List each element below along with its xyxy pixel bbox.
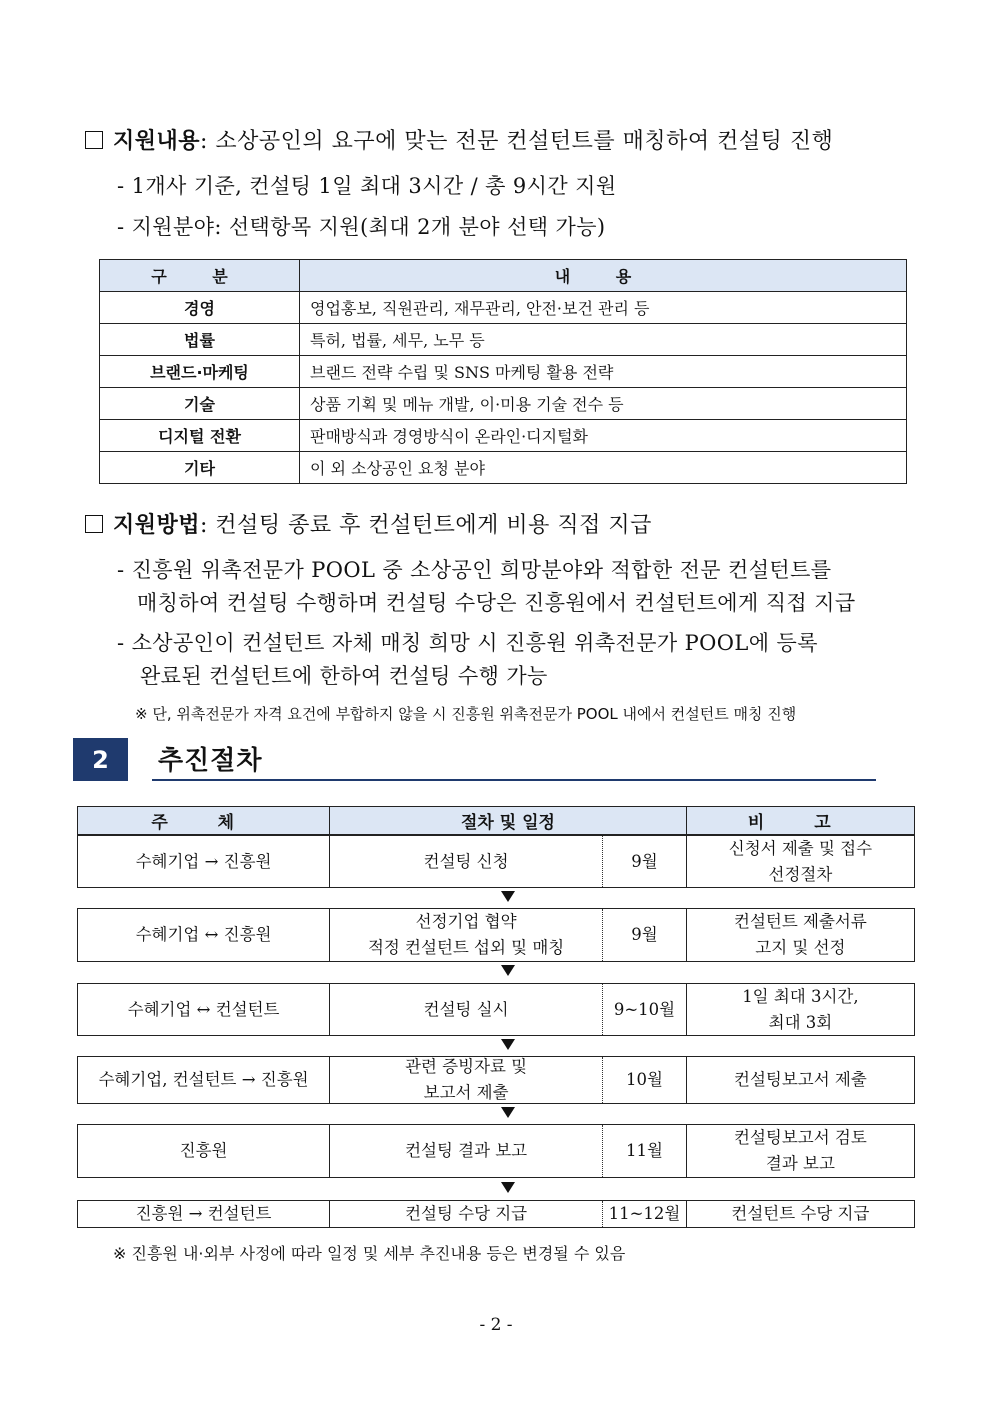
procedure-step-row	[77, 1124, 915, 1178]
section-title-text: : 소상공인의 요구에 맞는 전문 컨설턴트를 매칭하여 컨설팅 진행	[200, 129, 834, 154]
bullet-item-line: 매칭하여 컨설팅 수행하며 컨설팅 수당은 진흥원에서 컨설턴트에게 직접 지급	[137, 591, 856, 615]
step-remark: 컨설턴트 제출서류 고지 및 선정	[734, 912, 867, 957]
procedure-step-row	[77, 908, 915, 962]
table-row	[100, 356, 907, 388]
step-procedure: 컨설팅 결과 보고	[330, 1125, 603, 1177]
table-header-row	[100, 260, 907, 292]
step-procedure: 컨설팅 신청	[330, 836, 603, 887]
step-subject: 수혜기업 ↔ 진흥원	[78, 909, 330, 961]
header-procedure-label: 절차 및 일정	[460, 813, 555, 833]
step-procedure: 선정기업 협약 적정 컨설턴트 섭외 및 매칭	[330, 909, 603, 961]
table-cell-content: 상품 기획 및 메뉴 개발, 이·미용 기술 전수 등	[300, 388, 907, 420]
step-month: 9월	[603, 836, 687, 887]
checkbox-square-icon	[85, 131, 103, 149]
table-cell-category: 디지털 전환	[100, 420, 300, 452]
step-remark: 1일 최대 3시간, 최대 3회	[742, 986, 859, 1032]
procedure-step-row	[77, 983, 915, 1036]
down-arrow-icon	[501, 1039, 515, 1050]
table-cell-content: 브랜드 전략 수립 및 SNS 마케팅 활용 전략	[300, 356, 907, 388]
down-arrow-icon	[501, 891, 515, 902]
step-subject: 진흥원 → 컨설턴트	[78, 1201, 330, 1227]
down-arrow-icon	[501, 1182, 515, 1193]
table-row	[100, 452, 907, 484]
section-support-content	[85, 124, 833, 155]
down-arrow-icon	[501, 1107, 515, 1118]
step-month: 9월	[603, 909, 687, 961]
bullet-item-line: 완료된 컨설턴트에 한하여 컨설팅 수행 가능	[140, 664, 548, 688]
section-title: 추진절차	[158, 746, 263, 776]
header-subject	[78, 807, 330, 834]
step-subject: 수혜기업 → 진흥원	[78, 836, 330, 887]
support-field-table	[99, 259, 907, 484]
header-subject-label: 주 체	[151, 813, 257, 833]
header-remark-label: 비 고	[747, 813, 853, 833]
step-month: 9~10월	[603, 984, 687, 1035]
section-title-bold: 지원내용	[113, 129, 201, 154]
section-title-bold: 지원방법	[113, 513, 201, 538]
table-row	[100, 292, 907, 324]
step-month: 10월	[603, 1057, 687, 1103]
header-procedure	[330, 807, 686, 834]
down-arrow-icon	[501, 965, 515, 976]
step-procedure: 관련 증빙자료 및 보고서 제출	[330, 1057, 603, 1103]
step-procedure: 컨설팅 실시	[330, 984, 603, 1035]
table-cell-category: 기술	[100, 388, 300, 420]
checkbox-square-icon	[85, 515, 103, 533]
step-remark: 신청서 제출 및 접수 선정절차	[728, 838, 873, 884]
step-subject: 진흥원	[78, 1125, 330, 1177]
procedure-step-row	[77, 835, 915, 888]
table-cell-content: 특허, 법률, 세무, 노무 등	[300, 324, 907, 356]
table-row	[100, 420, 907, 452]
step-remark: 컨설턴트 수당 지급	[731, 1204, 870, 1223]
bullet-item: - 1개사 기준, 컨설팅 1일 최대 3시간 / 총 9시간 지원	[117, 174, 617, 198]
table-row	[100, 324, 907, 356]
bullet-item-line: - 소상공인이 컨설턴트 자체 매칭 희망 시 진흥원 위촉전문가 POOL에 등록	[117, 631, 818, 655]
procedure-step-row	[77, 1200, 915, 1228]
bullet-item-line: - 진흥원 위촉전문가 POOL 중 소상공인 희망분야와 적합한 전문 컨설턴트를	[117, 558, 832, 582]
procedure-header-row	[77, 806, 915, 835]
table-cell-content: 이 외 소상공인 요청 분야	[300, 452, 907, 484]
footnote: ※ 단, 위촉전문가 자격 요건에 부합하지 않을 시 진흥원 위촉전문가 POOL 내에서 컨설턴트 매칭 진행	[135, 705, 797, 723]
table-cell-content: 영업홍보, 직원관리, 재무관리, 안전·보건 관리 등	[300, 292, 907, 324]
section-number-badge: 2	[73, 738, 128, 781]
step-subject: 수혜기업, 컨설턴트 → 진흥원	[78, 1057, 330, 1103]
table-header-category: 구 분	[100, 260, 300, 292]
step-remark: 컨설팅보고서 검토 결과 보고	[734, 1128, 867, 1173]
table-cell-category: 기타	[100, 452, 300, 484]
step-procedure: 컨설팅 수당 지급	[330, 1201, 603, 1227]
page-number: - 2 -	[479, 1315, 513, 1335]
table-cell-category: 브랜드·마케팅	[100, 356, 300, 388]
step-remark: 컨설팅보고서 제출	[734, 1070, 867, 1089]
header-remark	[687, 807, 914, 834]
title-underline	[152, 779, 876, 781]
table-row	[100, 388, 907, 420]
section-support-method	[85, 508, 652, 539]
table-cell-category: 경영	[100, 292, 300, 324]
table-header-content: 내 용	[300, 260, 907, 292]
table-cell-content: 판매방식과 경영방식이 온라인·디지털화	[300, 420, 907, 452]
bullet-item: - 지원분야: 선택항목 지원(최대 2개 분야 선택 가능)	[117, 215, 606, 239]
footnote: ※ 진흥원 내·외부 사정에 따라 일정 및 세부 추진내용 등은 변경될 수 있음	[113, 1244, 626, 1263]
section-title-text: : 컨설팅 종료 후 컨설턴트에게 비용 직접 지급	[200, 513, 652, 538]
procedure-step-row	[77, 1056, 915, 1104]
step-month: 11~12월	[603, 1201, 687, 1227]
step-month: 11월	[603, 1125, 687, 1177]
step-subject: 수혜기업 ↔ 컨설턴트	[78, 984, 330, 1035]
table-cell-category: 법률	[100, 324, 300, 356]
